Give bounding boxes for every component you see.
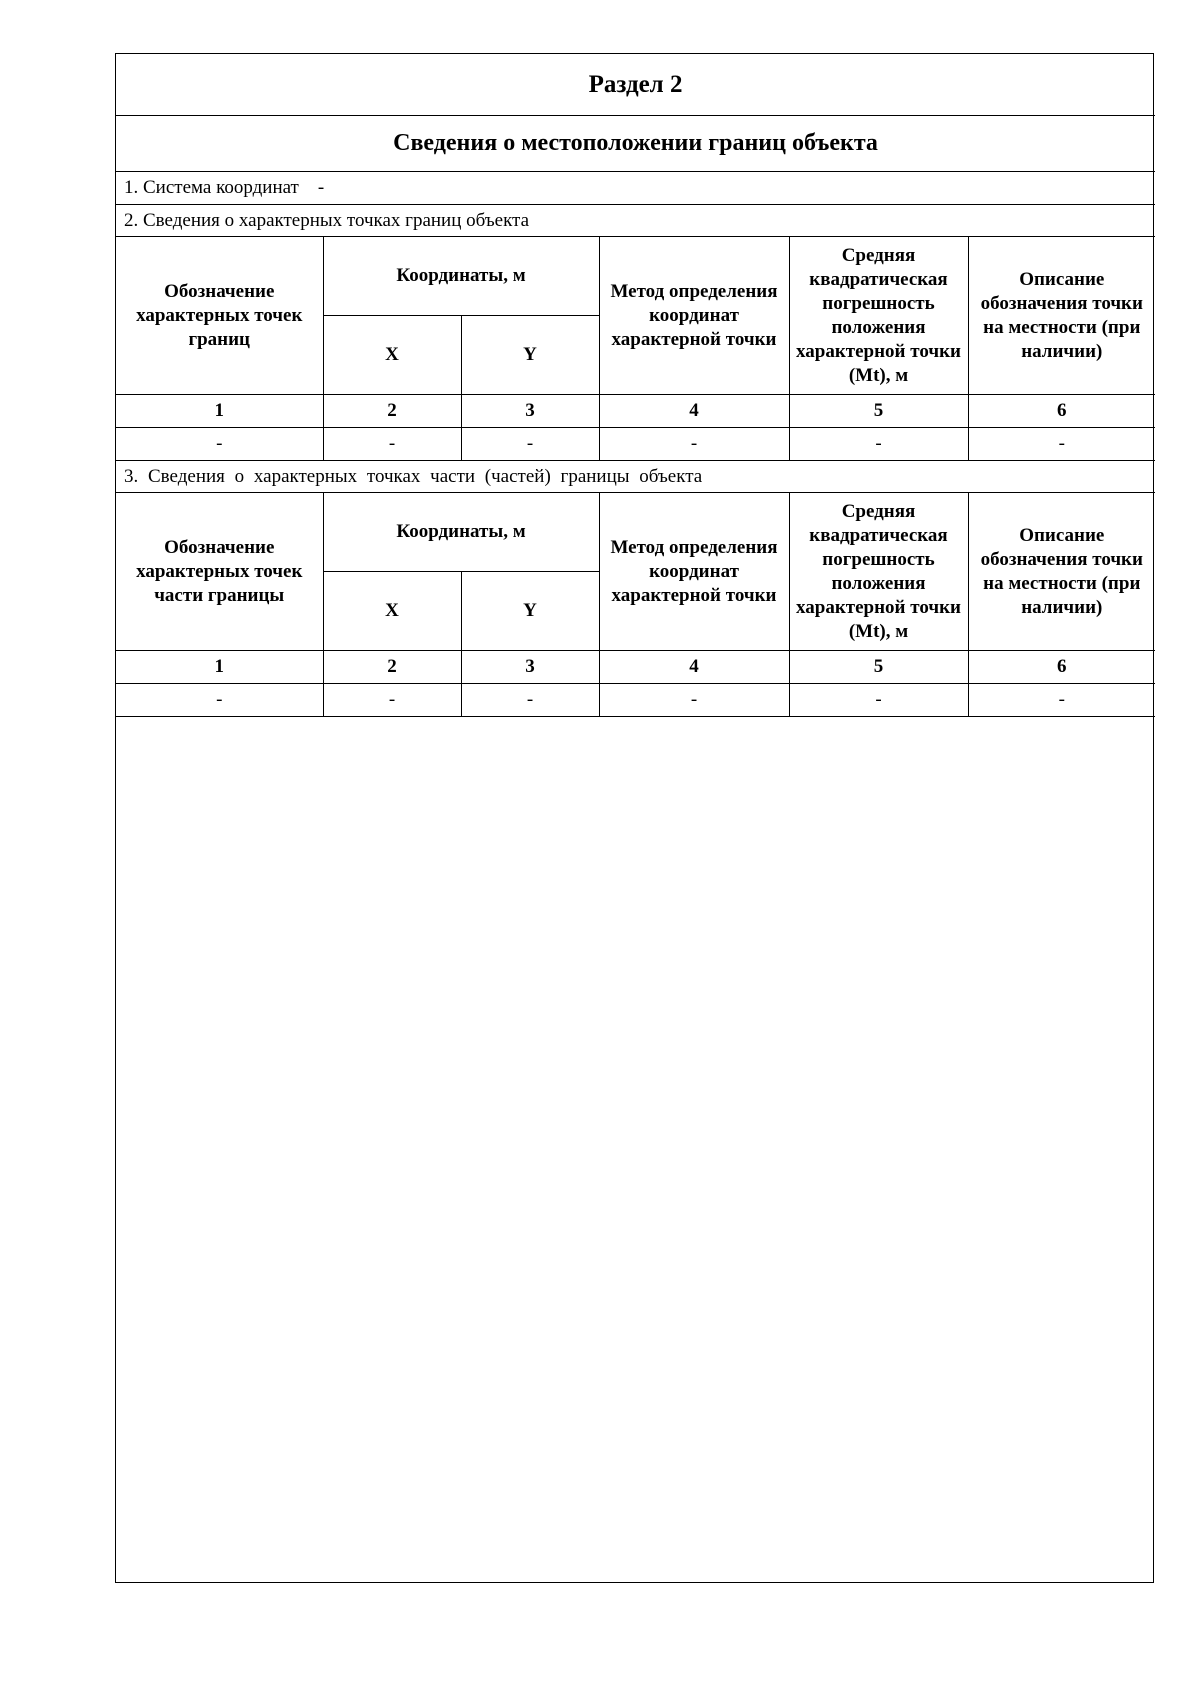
table1-header-description: Описание обозначения точки на местности (при наличии) bbox=[968, 237, 1155, 395]
table2-col-number: 3 bbox=[461, 651, 599, 684]
table-row bbox=[116, 428, 1155, 461]
table2-cell-x: - bbox=[323, 684, 461, 717]
table2-cell-point: - bbox=[116, 684, 323, 717]
table1-cell-point: - bbox=[116, 428, 323, 461]
table1-col-number: 2 bbox=[323, 395, 461, 428]
coordinate-system-label: 1. Система координат bbox=[124, 177, 299, 198]
table1-cell-error: - bbox=[789, 428, 968, 461]
section-subtitle: Сведения о местоположении границ объекта bbox=[116, 116, 1155, 172]
table2-header-description: Описание обозначения точки на местности (при наличии) bbox=[968, 493, 1155, 651]
table2-col-number: 5 bbox=[789, 651, 968, 684]
table1-col-number: 6 bbox=[968, 395, 1155, 428]
table2-cell-error: - bbox=[789, 684, 968, 717]
document-frame bbox=[115, 53, 1154, 1583]
table1-header-error: Средняя квадратическая погрешность положения характерной точки (Mt), м bbox=[789, 237, 968, 395]
table2-col-number: 2 bbox=[323, 651, 461, 684]
table-row bbox=[116, 684, 1155, 717]
table1-header-method: Метод определения координат характерной точки bbox=[599, 237, 789, 395]
table1-caption: 2. Сведения о характерных точках границ объекта bbox=[116, 205, 1155, 237]
table2-header-x: X bbox=[323, 572, 461, 651]
table1-cell-x: - bbox=[323, 428, 461, 461]
table1-header-y: Y bbox=[461, 316, 599, 395]
table1-number-row bbox=[116, 395, 1155, 428]
table1-col-number: 1 bbox=[116, 395, 323, 428]
table2-cell-method: - bbox=[599, 684, 789, 717]
table2-header-coords: Координаты, м bbox=[323, 493, 599, 572]
table2-header-point: Обозначение характерных точек части границы bbox=[116, 493, 323, 651]
table1-col-number: 4 bbox=[599, 395, 789, 428]
table2-col-number: 1 bbox=[116, 651, 323, 684]
table1-header-coords: Координаты, м bbox=[323, 237, 599, 316]
coordinate-system-value: - bbox=[317, 177, 325, 198]
table1-header-x: X bbox=[323, 316, 461, 395]
table2-caption: 3. Сведения о характерных точках части (частей) границы объекта bbox=[116, 461, 1155, 493]
table2-header-method: Метод определения координат характерной точки bbox=[599, 493, 789, 651]
table2-number-row bbox=[116, 651, 1155, 684]
table2-cell-y: - bbox=[461, 684, 599, 717]
table1-cell-method: - bbox=[599, 428, 789, 461]
section-title: Раздел 2 bbox=[116, 54, 1155, 116]
table1-col-number: 5 bbox=[789, 395, 968, 428]
table2-header-y: Y bbox=[461, 572, 599, 651]
table2-header-error: Средняя квадратическая погрешность положения характерной точки (Mt), м bbox=[789, 493, 968, 651]
table2-col-number: 4 bbox=[599, 651, 789, 684]
table1-header-point: Обозначение характерных точек границ bbox=[116, 237, 323, 395]
table1-col-number: 3 bbox=[461, 395, 599, 428]
table1-cell-y: - bbox=[461, 428, 599, 461]
table1-cell-description: - bbox=[968, 428, 1155, 461]
section-table bbox=[116, 54, 1155, 717]
table2-col-number: 6 bbox=[968, 651, 1155, 684]
coordinate-system-row bbox=[116, 172, 1155, 205]
table2-cell-description: - bbox=[968, 684, 1155, 717]
